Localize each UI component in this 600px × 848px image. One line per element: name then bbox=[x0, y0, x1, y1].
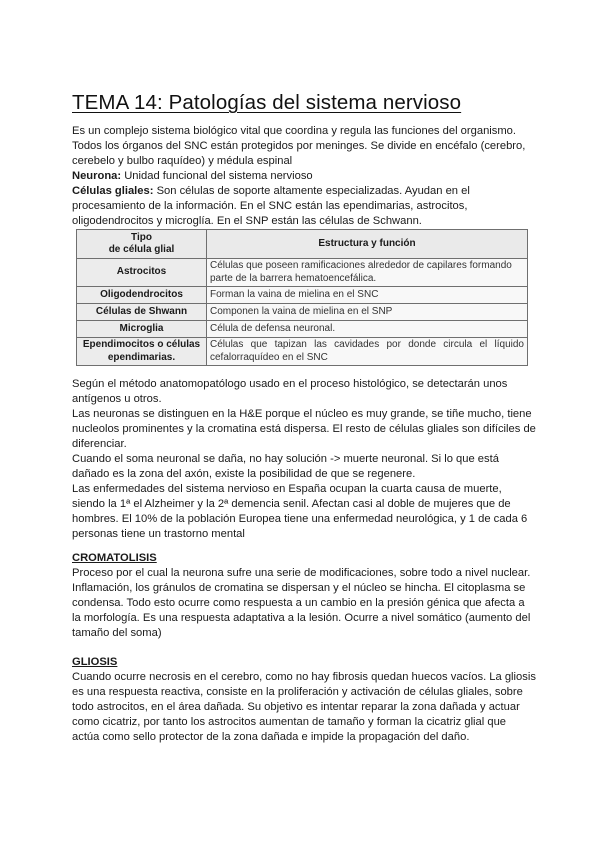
table-cell-desc: Células que poseen ramificaciones alrededor de capilares formando parte de la barrera hematoencefálica. bbox=[207, 259, 528, 287]
paragraph-soma: Cuando el soma neuronal se daña, no hay solución -> muerte neuronal. Si lo que está dañado es la zona del axón, existe la posibilidad de que se regenere. bbox=[72, 453, 499, 480]
gliosis-section bbox=[72, 655, 536, 745]
paragraph-antigens: Según el método anatomopatólogo usado en el proceso histológico, se detectarán unos antígenos u otros. bbox=[72, 378, 508, 405]
table-cell-desc: Células que tapizan las cavidades por donde circula el líquido cefalorraquídeo en el SNC bbox=[207, 338, 528, 366]
table-cell-type: Astrocitos bbox=[77, 259, 207, 287]
glial-definition bbox=[72, 184, 536, 229]
table-cell-desc: Componen la vaina de mielina en el SNP bbox=[207, 304, 528, 321]
gliosis-heading: GLIOSIS bbox=[72, 656, 118, 668]
table-cell-type: Microglia bbox=[77, 321, 207, 338]
table-cell-desc: Célula de defensa neuronal. bbox=[207, 321, 528, 338]
table-cell-desc: Forman la vaina de mielina en el SNC bbox=[207, 287, 528, 304]
table-row bbox=[77, 287, 528, 304]
table-cell-type: Células de Shwann bbox=[77, 304, 207, 321]
glial-text: Son células de soporte altamente especializadas. Ayudan en el procesamiento de la información. En el SNC están las ependimarias, astrocitos, oligodendrocitos y microglía. En el SNP están las células de Schwann. bbox=[72, 185, 470, 227]
glial-label: Células gliales: bbox=[72, 185, 154, 197]
table-row bbox=[77, 259, 528, 287]
cromatolisis-heading: CROMATOLISIS bbox=[72, 552, 157, 564]
neurona-text: Unidad funcional del sistema nervioso bbox=[121, 170, 313, 182]
table-row bbox=[77, 321, 528, 338]
table-row bbox=[77, 304, 528, 321]
table-header-function: Estructura y función bbox=[207, 230, 528, 259]
neurona-definition bbox=[72, 169, 536, 184]
body-section bbox=[72, 377, 536, 542]
page-title: TEMA 14: Patologías del sistema nervioso bbox=[72, 91, 462, 114]
intro-paragraph: Es un complejo sistema biológico vital que coordina y regula las funciones del organismo. Todos los órganos del SNC están protegidos por meninges. Se divide en encéfalo (cerebro, cerebelo y bulbo raquídeo) y médula espinal bbox=[72, 125, 526, 167]
neurona-label: Neurona: bbox=[72, 170, 122, 182]
cromatolisis-text: Proceso por el cual la neurona sufre una serie de modificaciones, sobre todo a nivel nuclear. Inflamación, los gránulos de cromatina se dispersan y el núcleo se hincha. El citoplasma se condensa. Todo esto ocurre como respuesta a un cambio en la presión génica que afecta a la morfología. Es una respuesta adaptativa a la lesión. Ocurre a nivel somático (aumento del tamaño del soma) bbox=[72, 567, 531, 639]
table-cell-type: Oligodendrocitos bbox=[77, 287, 207, 304]
table-row bbox=[77, 338, 528, 366]
intro-section bbox=[72, 124, 536, 229]
table-header-row bbox=[77, 230, 528, 259]
table-cell-type: Ependimocitos o células ependimarias. bbox=[77, 338, 207, 366]
cromatolisis-section bbox=[72, 551, 536, 641]
paragraph-neurons: Las neuronas se distinguen en la H&E porque el núcleo es muy grande, se tiñe mucho, tiene nucleolos prominentes y la cromatina está dispersa. El resto de células gliales son difíciles de diferenciar. bbox=[72, 408, 536, 450]
glial-cell-table bbox=[76, 229, 528, 366]
gliosis-text: Cuando ocurre necrosis en el cerebro, como no hay fibrosis quedan huecos vacíos. La gliosis es una respuesta reactiva, consiste en la proliferación y activación de células gliales, sobre todo astrocitos, en el área dañada. Su objetivo es intentar reparar la zona dañada y actuar como cicatriz, por tanto los astrocitos aumentan de tamaño y forman la cicatriz glial que actúa como sello protector de la zona dañada e impide la propagación del daño. bbox=[72, 671, 536, 743]
paragraph-statistics: Las enfermedades del sistema nervioso en España ocupan la cuarta causa de muerte, siendo la 1ª el Alzheimer y la 2ª demencia senil. Afectan casi al doble de mujeres que de hombres. El 10% de la población Europea tiene una enfermedad neurológica, y 1 de cada 6 personas tiene un trastorno mental bbox=[72, 483, 528, 540]
glial-cell-table-wrapper bbox=[76, 229, 528, 366]
table-header-type: Tipo de célula glial bbox=[77, 230, 207, 259]
